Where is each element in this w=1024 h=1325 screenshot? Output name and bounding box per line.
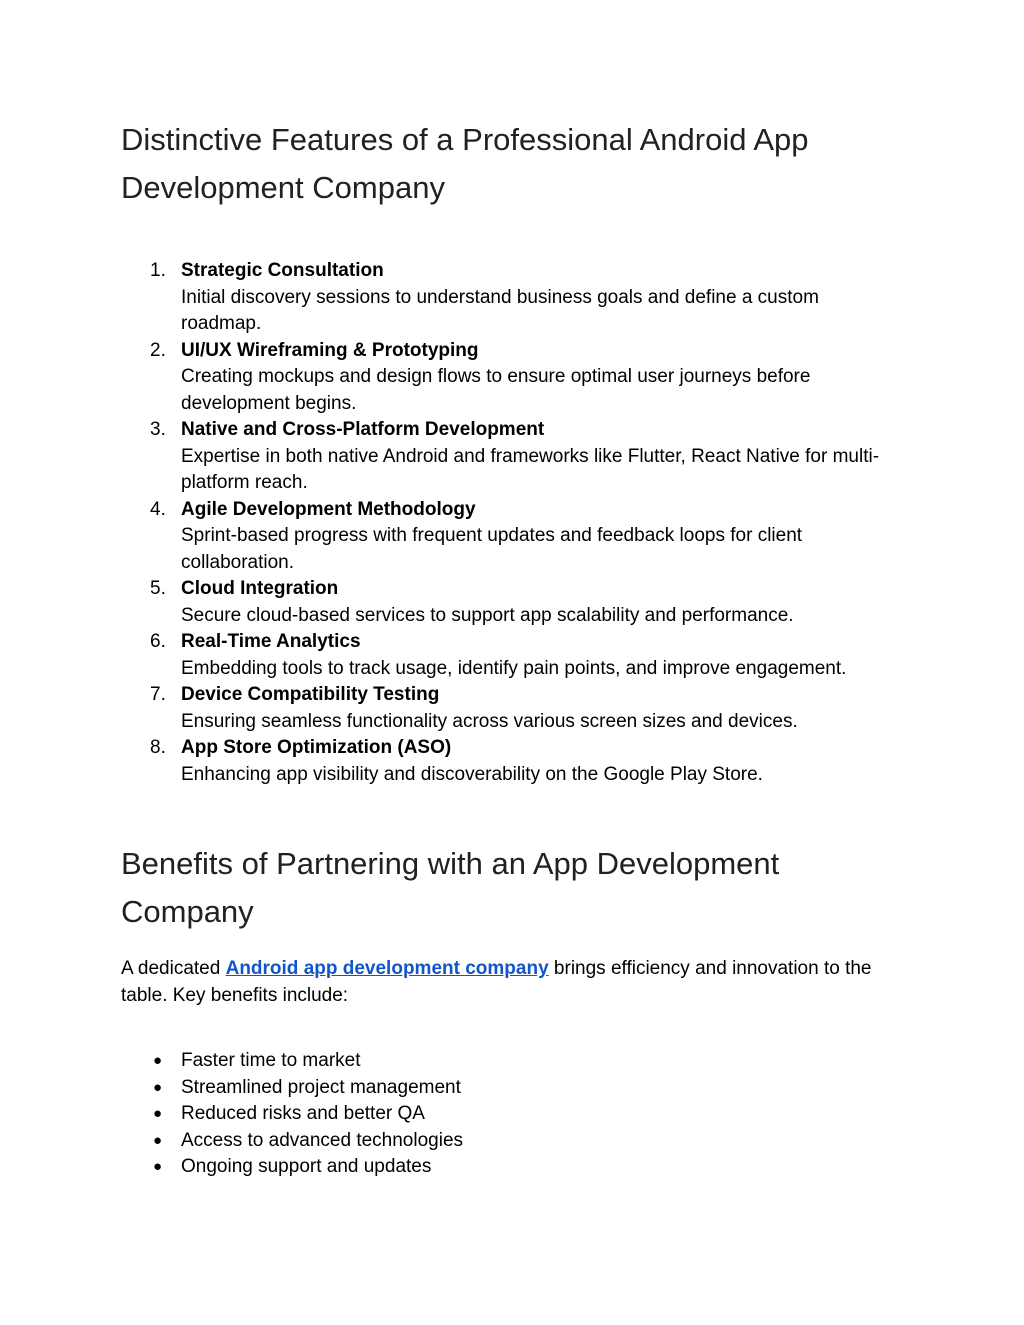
- features-list: [121, 258, 901, 788]
- list-item-description: Expertise in both native Android and frameworks like Flutter, React Native for multi-platform reach.: [181, 445, 880, 493]
- list-item-number: 3.: [150, 419, 166, 440]
- list-item: [121, 1075, 901, 1102]
- list-item: [121, 497, 901, 577]
- list-item: [121, 1048, 901, 1075]
- list-item-title: Device Compatibility Testing: [181, 684, 440, 705]
- list-item: [121, 735, 901, 788]
- list-item-title: UI/UX Wireframing & Prototyping: [181, 339, 479, 361]
- list-item: [121, 1154, 901, 1181]
- list-item-text: Access to advanced technologies: [181, 1129, 464, 1151]
- list-item-text: Faster time to market: [181, 1050, 361, 1071]
- bullet-icon: ●: [153, 1105, 163, 1122]
- bullet-icon: ●: [153, 1158, 163, 1175]
- bullet-icon: ●: [153, 1078, 163, 1096]
- list-item: [121, 258, 901, 338]
- list-item-title: Real-Time Analytics: [181, 631, 361, 652]
- intro-text-before: A dedicated: [121, 958, 226, 979]
- list-item-number: 8.: [150, 737, 166, 758]
- list-item-text: Ongoing support and updates: [181, 1156, 432, 1177]
- bullet-icon: ●: [153, 1052, 163, 1069]
- list-item-description: Ensuring seamless functionality across various screen sizes and devices.: [181, 710, 798, 732]
- list-item: [121, 576, 901, 629]
- list-item-number: 5.: [150, 578, 166, 599]
- list-item-text: Streamlined project management: [181, 1076, 461, 1098]
- list-item: [121, 682, 901, 735]
- benefits-list: [121, 1048, 901, 1181]
- intro-paragraph: [121, 955, 901, 1009]
- list-item-number: 7.: [150, 684, 166, 705]
- list-item-title: Cloud Integration: [181, 578, 339, 599]
- list-item-title: Native and Cross-Platform Development: [181, 419, 545, 440]
- list-item-description: Initial discovery sessions to understand business goals and define a custom roadmap.: [181, 286, 819, 334]
- list-item-number: 6.: [150, 631, 166, 652]
- list-item-number: 2.: [150, 339, 166, 361]
- list-item-description: Secure cloud-based services to support app scalability and performance.: [181, 604, 794, 626]
- list-item: [121, 417, 901, 497]
- list-item: [121, 629, 901, 682]
- list-item-title: Strategic Consultation: [181, 260, 384, 281]
- list-item-text: Reduced risks and better QA: [181, 1103, 425, 1124]
- list-item-title: App Store Optimization (ASO): [181, 737, 452, 758]
- list-item-title: Agile Development Methodology: [181, 498, 476, 520]
- list-item-description: Enhancing app visibility and discoverability on the Google Play Store.: [181, 763, 763, 785]
- list-item-description: Creating mockups and design flows to ensure optimal user journeys before development begins.: [181, 366, 811, 414]
- intro-text-after: brings efficiency and innovation to the table. Key benefits include:: [121, 958, 872, 1006]
- android-app-development-company-link[interactable]: Android app development company: [225, 958, 549, 979]
- list-item: [121, 1128, 901, 1155]
- list-item-number: 1.: [150, 260, 166, 281]
- list-item: [121, 1101, 901, 1128]
- list-item: [121, 338, 901, 418]
- list-item-number: 4.: [150, 498, 166, 520]
- section-heading-features: Distinctive Features of a Professional Android App Development Company: [121, 122, 809, 205]
- section-heading-benefits: Benefits of Partnering with an App Development Company: [121, 846, 780, 929]
- list-item-description: Embedding tools to track usage, identify pain points, and improve engagement.: [181, 657, 847, 679]
- list-item-description: Sprint-based progress with frequent updates and feedback loops for client collaboration.: [181, 525, 803, 573]
- bullet-icon: ●: [153, 1131, 163, 1149]
